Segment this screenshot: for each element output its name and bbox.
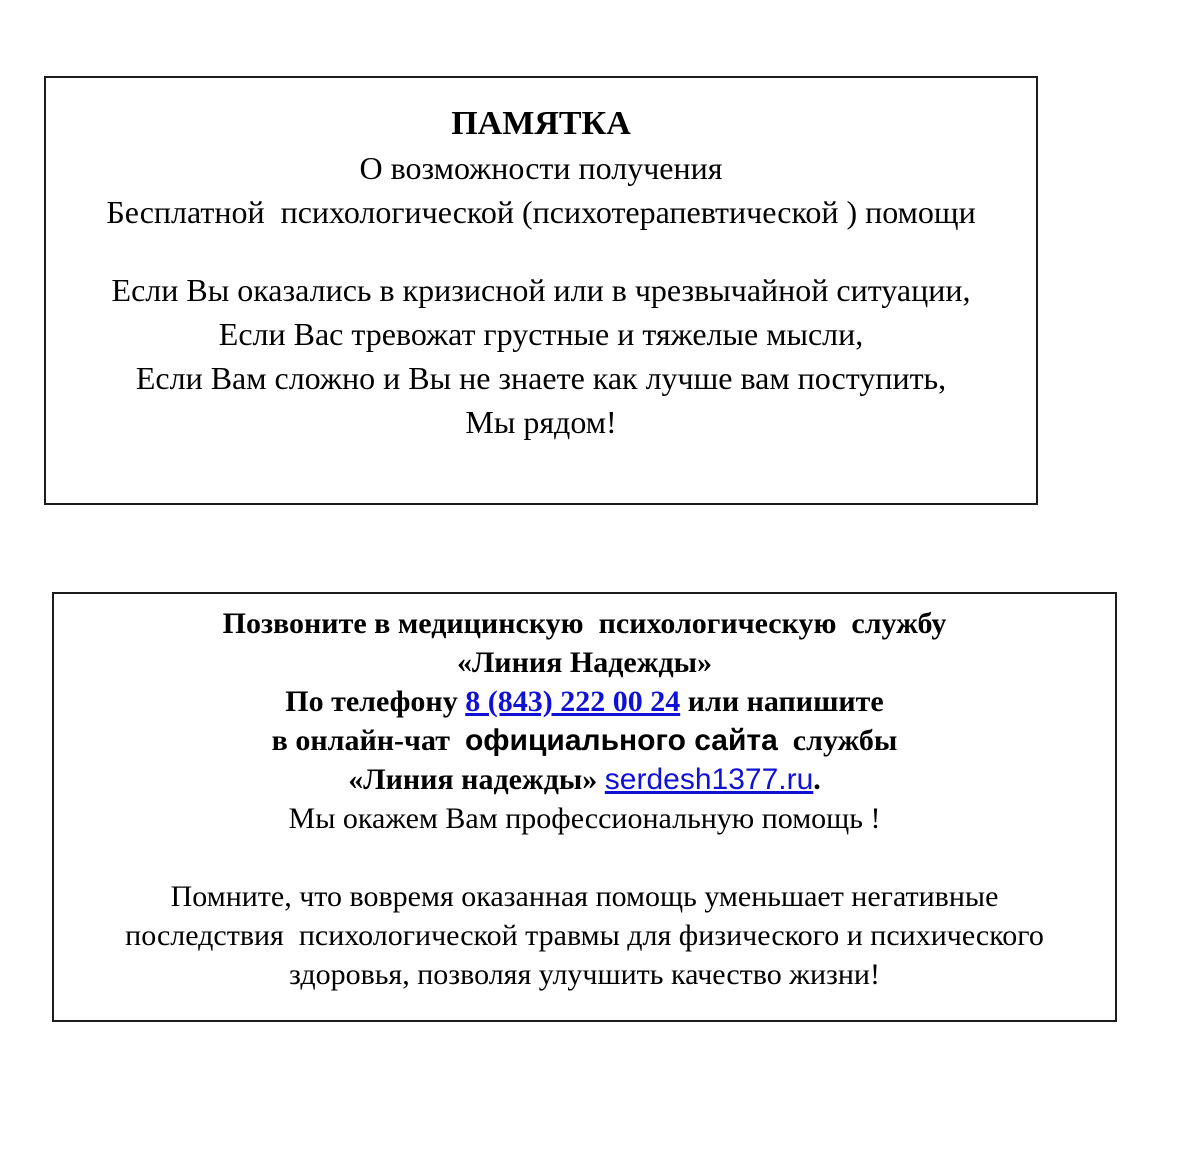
site-link[interactable]: serdesh1377.ru [604,763,814,796]
contact-blank-line [54,838,1115,877]
phone-line-prefix: По телефону [285,685,466,718]
memo-subtitle-1: О возможности получения [359,150,723,186]
contact-help-line: Мы окажем Вам профессиональную помощь ! [288,802,881,835]
memo-box [44,76,1038,505]
reminder-line-2: последствия психологической травмы для физического и психического [125,919,1044,952]
memo-condition-2: Если Вас тревожат грустные и тяжелые мысли, [218,316,864,352]
memo-subtitle-2: Бесплатной психологической (психотерапевтической ) помощи [106,194,976,230]
chat-line-suffix: службы [777,724,898,757]
site-line-suffix: . [813,763,821,796]
contact-chat-line [54,721,1115,760]
memo-blank-line [46,234,1036,268]
memo-condition-3: Если Вам сложно и Вы не знаете как лучше вам поступить, [135,360,947,396]
memo-closing: Мы рядом! [465,404,617,440]
memo-title: ПАМЯТКА [451,105,631,142]
contact-box [52,592,1117,1022]
contact-site-line [54,760,1115,799]
memo-condition-1: Если Вы оказались в кризисной или в чрезвычайной ситуации, [111,272,971,308]
reminder-line-3: здоровья, позволяя улучшить качество жизни! [289,958,880,991]
phone-line-suffix: или напишите [680,685,884,718]
chat-line-prefix: в онлайн-чат [271,724,465,757]
contact-phone-line [54,682,1115,721]
phone-link[interactable]: 8 (843) 222 00 24 [465,685,681,718]
contact-service-line: Позвоните в медицинскую психологическую службу [222,607,947,640]
contact-service-name: «Линия Надежды» [456,646,713,679]
official-site-label: официального сайта [464,724,778,757]
site-line-prefix: «Линия надежды» [348,763,605,796]
reminder-line-1: Помните, что вовремя оказанная помощь уменьшает негативные [170,880,999,913]
